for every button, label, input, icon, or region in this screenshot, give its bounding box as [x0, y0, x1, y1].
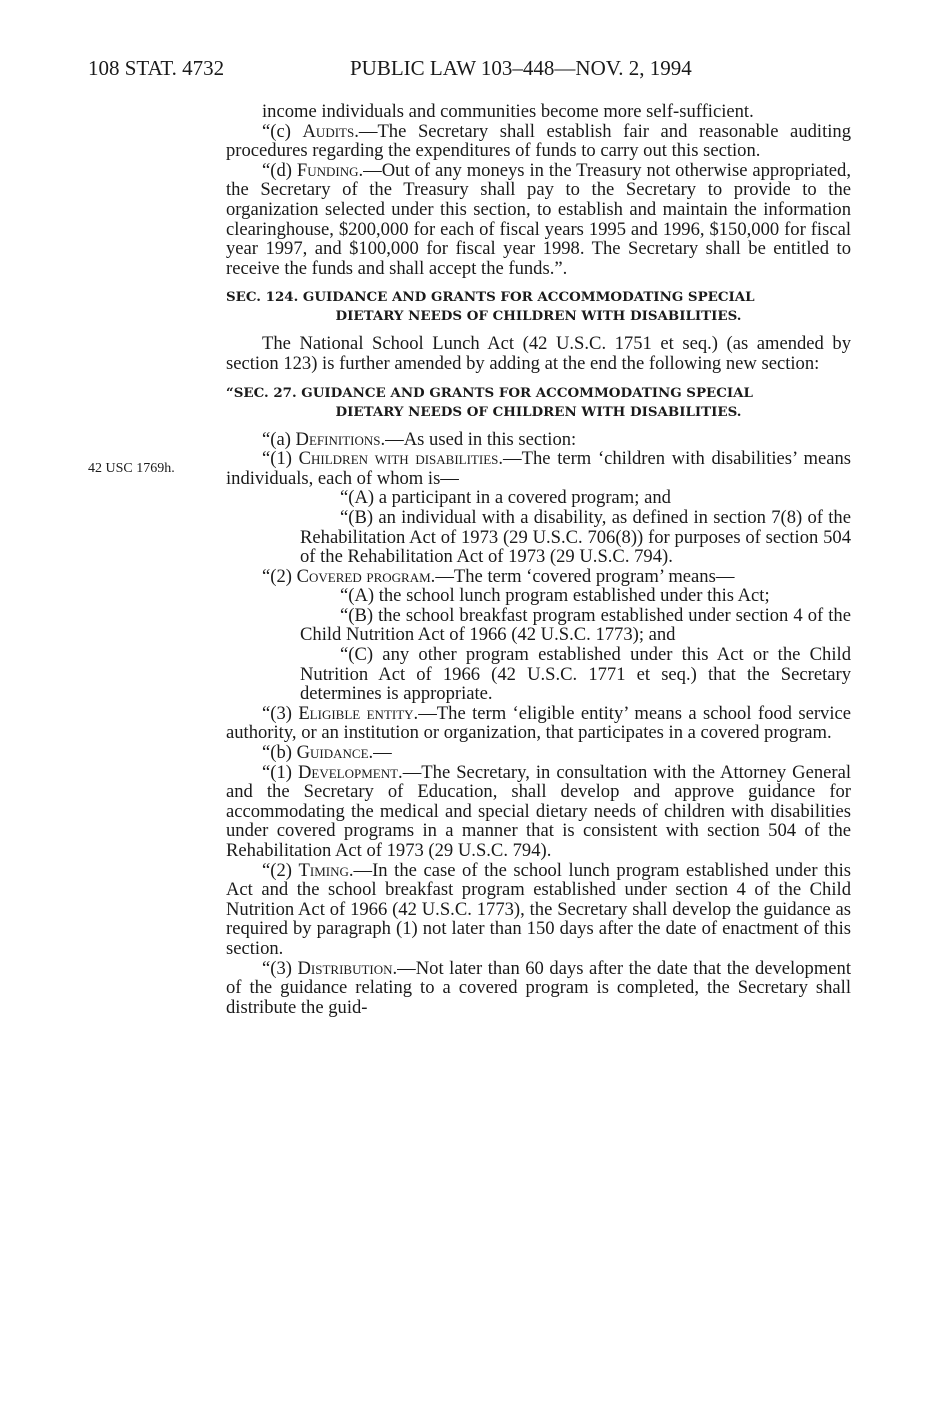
public-law-title: PUBLIC LAW 103–448—NOV. 2, 1994: [350, 56, 692, 80]
section-124-heading: SEC. 124. GUIDANCE AND GRANTS FOR ACCOMMODATING SPECIAL DIETARY NEEDS OF CHILDREN WITH DISABILITIES.: [226, 289, 755, 325]
margin-citation: 42 USC 1769h.: [88, 461, 175, 476]
page-header: [0, 56, 940, 86]
stat-page-number: 108 STAT. 4732: [88, 56, 225, 80]
paragraph-b3: “(3) Distribution.—Not later than 60 days after the date that the development of the guidance relating to a covered program is completed, the Secretary shall distribute the guid-: [226, 957, 851, 1018]
clause-a1B: “(B) an individual with a disability, as defined in section 7(8) of the Rehabilitation Act of 1973 (29 U.S.C. 706(8)) for purposes of section 504 of the Rehabilitation Act of 1973 (29 U.S.C. 794).: [300, 506, 851, 568]
section-124-intro: The National School Lunch Act (42 U.S.C. 1751 et seq.) (as amended by section 123) is further amended by adding at the end the following new section:: [226, 333, 851, 374]
subsection-b: “(b) Guidance.—: [262, 742, 392, 764]
clause-a2A: “(A) the school lunch program established under this Act;: [340, 585, 770, 607]
section-27-heading: “SEC. 27. GUIDANCE AND GRANTS FOR ACCOMMODATING SPECIAL DIETARY NEEDS OF CHILDREN WITH DISABILITIES.: [226, 384, 753, 420]
subsection-d: “(d) Funding.—Out of any moneys in the Treasury not otherwise appropriated, the Secretary of the Treasury shall pay to the Secretary to provide to the organization selected under this section, to establish and maintain the information clearinghouse, $200,000 for each of fiscal years 1995 and 1996, $150,000 for fiscal year 1997, and $100,000 for fiscal year 1998. The Secretary shall be entitled to receive the funds and shall accept the funds.”.: [226, 159, 851, 279]
clause-a1A: “(A) a participant in a covered program; and: [340, 487, 671, 509]
paragraph-a1: “(1) Children with disabilities.—The term ‘children with disabilities’ means individuals, each of whom is—: [226, 448, 851, 489]
clause-a2C: “(C) any other program established under this Act or the Child Nutrition Act of 1966 (42 U.S.C. 1771 et seq.) that the Secretary determines is appropriate.: [300, 644, 851, 705]
paragraph-a2: “(2) Covered program.—The term ‘covered program’ means—: [262, 565, 735, 587]
subsection-a: “(a) Definitions.—As used in this section:: [262, 428, 577, 450]
paragraph-b2: “(2) Timing.—In the case of the school lunch program established under this Act and the school breakfast program established under section 4 of the Child Nutrition Act of 1966 (42 U.S.C. 1773), the Secretary shall develop the guidance as required by paragraph (1) not later than 150 days after the date of enactment of this section.: [226, 859, 851, 959]
paragraph-a3: “(3) Eligible entity.—The term ‘eligible entity’ means a school food service authority, or an institution or organization, that participates in a covered program.: [226, 702, 852, 744]
subsection-c: “(c) Audits.—The Secretary shall establish fair and reasonable auditing procedures regarding the expenditures of funds to carry out this section.: [226, 120, 851, 162]
clause-a2B: “(B) the school breakfast program established under section 4 of the Child Nutrition Act of 1966 (42 U.S.C. 1773); and: [300, 604, 851, 646]
paragraph-continued: income individuals and communities become more self-sufficient.: [262, 101, 754, 122]
statute-body: [226, 102, 851, 1017]
paragraph-b1: “(1) Development.—The Secretary, in consultation with the Attorney General and the Secretary of Education, shall develop and approve guidance for accommodating the medical and special dietary needs of children with disabilities under covered programs in a manner that is consistent with section 504 of the Rehabilitation Act of 1973 (29 U.S.C. 794).: [226, 761, 851, 861]
